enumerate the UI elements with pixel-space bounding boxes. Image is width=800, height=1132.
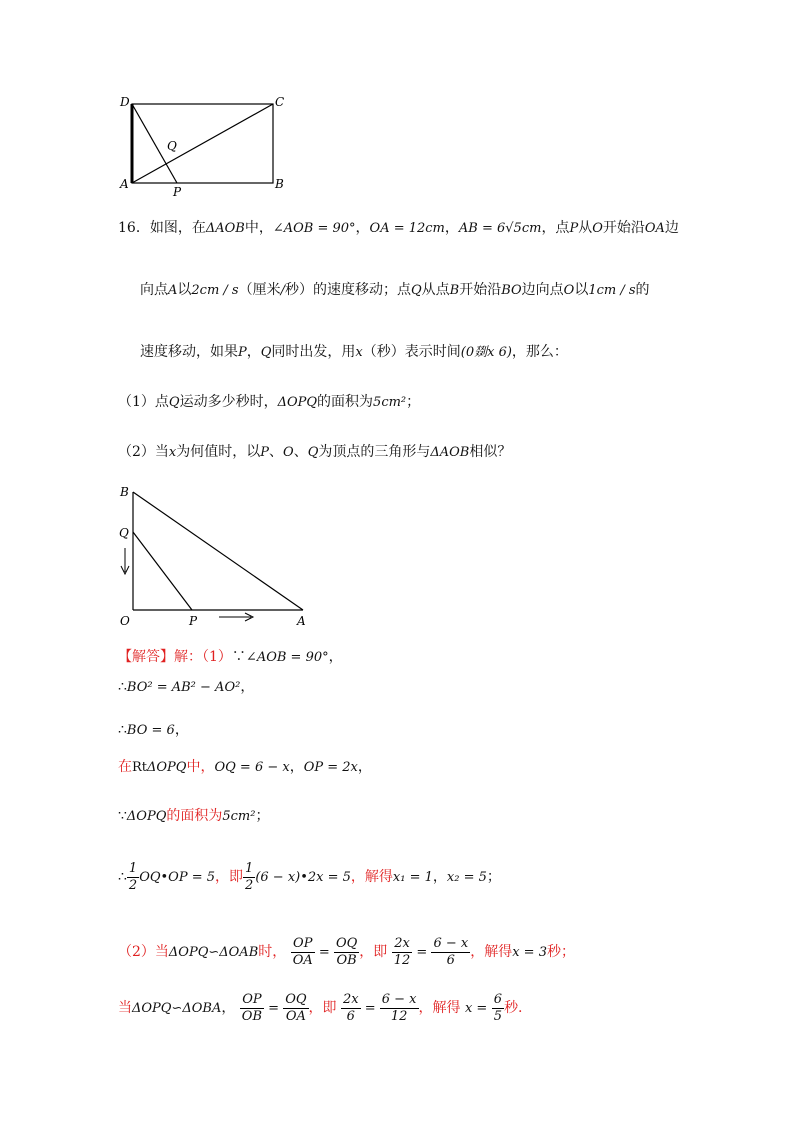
math-tri-opq: ΔOPQ <box>126 809 167 824</box>
math-a: A <box>168 283 178 298</box>
sol-line5 <box>118 806 269 827</box>
sol-line8: 当ΔOPQ∽ΔOBA， $\frac{OP}{OB}$ = $\frac{OQ}{OA}$ ，即 $\frac{2x}{6}$ = $\frac{6 - x}{12}$ ，解得 x = $\frac{6}{5}$ 秒. <box>118 991 523 1024</box>
math-eq2: (6 − x)•2x = 5 <box>255 870 351 885</box>
text: ， <box>174 722 189 738</box>
text: ，即 <box>215 869 244 885</box>
label-a: A <box>297 614 306 628</box>
frac-num: 2x <box>392 936 413 953</box>
sol-line2 <box>118 677 254 698</box>
label-a: A <box>120 177 129 191</box>
math-x3: x = 3 <box>512 945 547 960</box>
because-symbol: ∵ <box>118 808 127 824</box>
text: 16．如图，在 <box>118 220 206 236</box>
math-o: O <box>592 221 603 236</box>
text: ， <box>328 649 343 665</box>
text: 的面积为 <box>166 808 223 824</box>
math-b: B <box>449 283 460 298</box>
math-x-eq: x = <box>464 1001 488 1016</box>
text: 以 <box>574 282 589 298</box>
text: ，即 <box>308 1000 337 1016</box>
text: ， <box>289 759 304 775</box>
sol-line7: （2）当ΔOPQ∽ΔOAB时， $\frac{OP}{OA}$ = $\frac{OQ}{OB}$ ，即 $\frac{2x}{12}$ = $\frac{6 - x}{6}$ ，解得x = 3秒； <box>118 935 575 968</box>
text: （厘米 <box>238 282 281 298</box>
text: （2）当 <box>118 944 169 960</box>
text: 运动多少秒时， <box>179 394 278 410</box>
text: 在 <box>118 759 132 775</box>
math-sim2: ΔOPQ∽ΔOBA <box>132 1001 222 1016</box>
math-q: Q <box>168 395 180 410</box>
frac-den: 6 <box>346 1008 355 1024</box>
text: ， <box>240 679 255 695</box>
label-q: Q <box>119 526 129 540</box>
q16-part2 <box>118 442 511 463</box>
q16-line1: 16．如图，在ΔAOB中，∠AOB = 90°，OA = 12cm，AB = 6√5cm，点P从O开始沿OA边 <box>118 220 679 236</box>
text: ， <box>357 759 372 775</box>
math-bo: BO <box>501 283 522 298</box>
fraction-6mx-12 <box>380 992 419 1025</box>
figure-triangle <box>115 480 315 630</box>
label-b: B <box>120 485 129 499</box>
frac-num: 1 <box>128 860 138 876</box>
math-tri-opq: ΔOPQ <box>277 395 318 410</box>
label-b: B <box>275 177 284 191</box>
because-symbol: ∵ <box>231 649 246 665</box>
frac-den: 6 <box>446 952 455 968</box>
frac-num: 6 <box>493 991 503 1007</box>
sol-line1 <box>118 647 343 668</box>
text: 开始沿 <box>459 282 502 298</box>
text: （1）点 <box>118 394 169 410</box>
text: 秒； <box>546 944 575 960</box>
q16-part1 <box>118 392 420 413</box>
label-q: Q <box>167 139 177 153</box>
text: 时， <box>258 944 287 960</box>
math-area: 5cm² <box>222 809 256 824</box>
text: 从 <box>578 220 593 236</box>
text: 的 <box>635 282 650 298</box>
math-ab: AB = 6√5cm <box>458 221 542 236</box>
text: 秒. <box>504 1000 523 1016</box>
text: 、 <box>269 444 284 460</box>
frac-den: 2 <box>128 877 138 893</box>
frac-num: 6 − x <box>381 991 417 1007</box>
solution-heading: 【解答】解：（1） <box>118 649 232 665</box>
math-op: OP = 2x <box>303 760 358 775</box>
frac-num: 1 <box>245 860 254 876</box>
frac-den: OB <box>336 952 357 968</box>
frac-den: 5 <box>493 1008 503 1024</box>
math-p: P <box>260 445 270 460</box>
text: 为何值时，以 <box>176 444 261 460</box>
text: 为顶点的三角形与 <box>318 444 431 460</box>
text: 当 <box>118 1000 132 1016</box>
frac-den: 12 <box>393 952 411 968</box>
segment-ab <box>133 492 303 610</box>
fraction-op-oa <box>291 936 315 969</box>
text: 边向点 <box>521 282 564 298</box>
text: ； <box>486 869 501 885</box>
math-slash: / <box>280 283 285 298</box>
math-sim1: ΔOPQ∽ΔOAB <box>168 945 259 960</box>
math-tri-opq: ΔOPQ <box>147 760 187 775</box>
math-oq: OQ = 6 − x <box>214 760 290 775</box>
frac-num: OQ <box>335 935 358 951</box>
math-x: x <box>168 445 177 460</box>
sol-line6: ∴ $\frac{1}{2}$ OQ•OP = 5，即 $\frac{1}{2}$ (6 − x)•2x = 5，解得x₁ = 1，x₂ = 5； <box>118 860 501 893</box>
label-p: P <box>173 185 182 199</box>
frac-num: OQ <box>285 991 307 1007</box>
segment-ac <box>132 104 273 183</box>
math-eq1: OQ•OP = 5 <box>139 870 216 885</box>
math-tri-aob: ΔAOB <box>430 445 470 460</box>
frac-num: 2x <box>342 991 359 1007</box>
math-p: P <box>238 345 247 360</box>
math-bo6: BO = 6 <box>126 723 175 738</box>
text: 速度移动，如果 <box>140 344 238 360</box>
label-d: D <box>120 95 130 109</box>
text: 秒）的速度移动；点 <box>284 282 411 298</box>
text: ，点 <box>541 220 570 236</box>
text: 同时出发，用 <box>271 344 356 360</box>
label-p: P <box>189 614 198 628</box>
fraction-6mx-6 <box>431 936 470 969</box>
text: 向点 <box>140 282 168 298</box>
label-o: O <box>120 614 130 628</box>
math-rt: Rt <box>132 760 148 775</box>
math-q: Q <box>410 283 422 298</box>
text: 相似？ <box>469 444 512 460</box>
text: 中， <box>244 220 273 236</box>
math-q: Q <box>307 445 319 460</box>
text: ， <box>221 1000 236 1016</box>
text: ，那么： <box>511 344 568 360</box>
sol-line3 <box>118 720 189 741</box>
text: 开始沿 <box>602 220 645 236</box>
math-oa-seg: OA <box>644 221 665 236</box>
fraction-half <box>127 861 139 894</box>
text: 以 <box>177 282 192 298</box>
math-angle: ∠AOB = 90° <box>272 221 356 236</box>
therefore-symbol: ∴ <box>118 722 127 738</box>
sol-line4 <box>118 757 372 778</box>
figure-rectangle <box>115 92 295 202</box>
therefore-symbol: ∴ <box>118 869 127 885</box>
text: ， <box>246 344 261 360</box>
frac-den: OA <box>292 952 313 968</box>
math-x: x <box>355 345 363 360</box>
math-bo2: BO² = AB² − AO² <box>126 680 241 695</box>
q16-line3 <box>140 342 568 363</box>
frac-num: OP <box>240 992 264 1009</box>
text: 的面积为 <box>317 394 374 410</box>
frac-num: 6 − x <box>433 935 469 951</box>
q16-line2 <box>140 280 650 301</box>
text: ，解得 <box>350 869 393 885</box>
math-p: P <box>569 221 579 236</box>
math-q: Q <box>260 345 272 360</box>
fraction-oq-ob <box>334 936 359 969</box>
frac-den: 12 <box>390 1008 408 1024</box>
math-oa: OA = 12cm <box>369 221 445 236</box>
math-tri-aob: ΔAOB <box>205 221 245 236</box>
frac-den: OB <box>241 1008 263 1024</box>
math-o: O <box>563 283 575 298</box>
text: （2）当 <box>118 444 169 460</box>
fraction-op-ob <box>240 992 264 1025</box>
text: 边 <box>664 220 679 236</box>
fraction-2x-6 <box>341 992 361 1025</box>
text: ，解得 <box>470 944 513 960</box>
frac-den: 2 <box>245 877 254 893</box>
text: ； <box>406 394 421 410</box>
fraction-half <box>243 861 255 894</box>
text: 从点 <box>421 282 450 298</box>
segment-qp <box>133 532 192 610</box>
frac-num: OP <box>291 936 315 953</box>
text: 、 <box>293 444 308 460</box>
frac-den: OA <box>285 1008 306 1024</box>
math-speed2: 1cm / s <box>588 283 636 298</box>
therefore-symbol: ∴ <box>118 679 127 695</box>
math-x1: x₁ = 1 <box>392 870 433 885</box>
math-o: O <box>283 445 294 460</box>
fraction-oq-oa <box>283 992 308 1025</box>
fraction-6-5 <box>492 992 504 1025</box>
text: ； <box>255 808 270 824</box>
fraction-2x-12 <box>392 936 413 969</box>
math-angle: ∠AOB = 90° <box>245 650 329 665</box>
math-range: (0剟x 6) <box>460 345 512 360</box>
math-speed1: 2cm / s <box>191 283 239 298</box>
text: ，解得 <box>418 1000 461 1016</box>
label-c: C <box>275 95 285 109</box>
text: （秒）表示时间 <box>362 344 461 360</box>
text: ，即 <box>359 944 388 960</box>
math-area: 5cm² <box>373 395 407 410</box>
math-x2: x₂ = 5 <box>446 870 487 885</box>
text: 中， <box>186 759 215 775</box>
